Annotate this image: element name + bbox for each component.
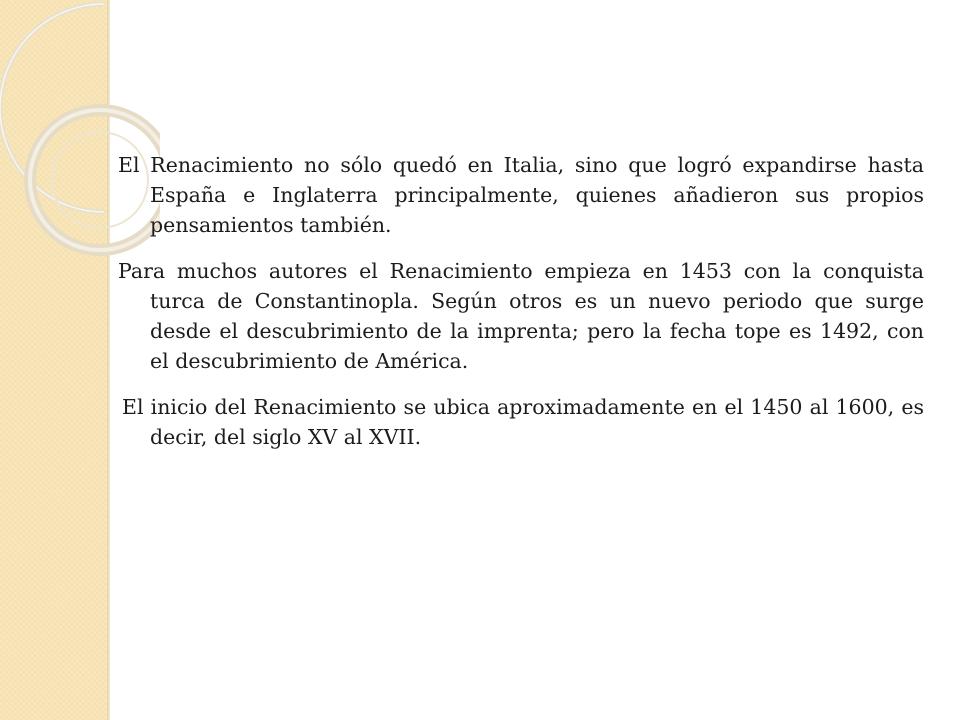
slide-body-text [118, 150, 924, 468]
paragraph-start-dates: Para muchos autores el Renacimiento empieza en 1453 con la conquista turca de Constantinopla. Según otros es un nuevo periodo que surge desde el descubrimiento de la imprenta; pero la fecha tope es 1492, con el descubrimiento de América. [118, 259, 924, 373]
paragraph-expansion: El Renacimiento no sólo quedó en Italia, sino que logró expandirse hasta España e Inglaterra principalmente, quienes añadieron sus propios pensamientos también. [118, 153, 924, 237]
paragraph-period: El inicio del Renacimiento se ubica aproximadamente en el 1450 al 1600, es decir, del siglo XV al XVII. [122, 395, 924, 449]
